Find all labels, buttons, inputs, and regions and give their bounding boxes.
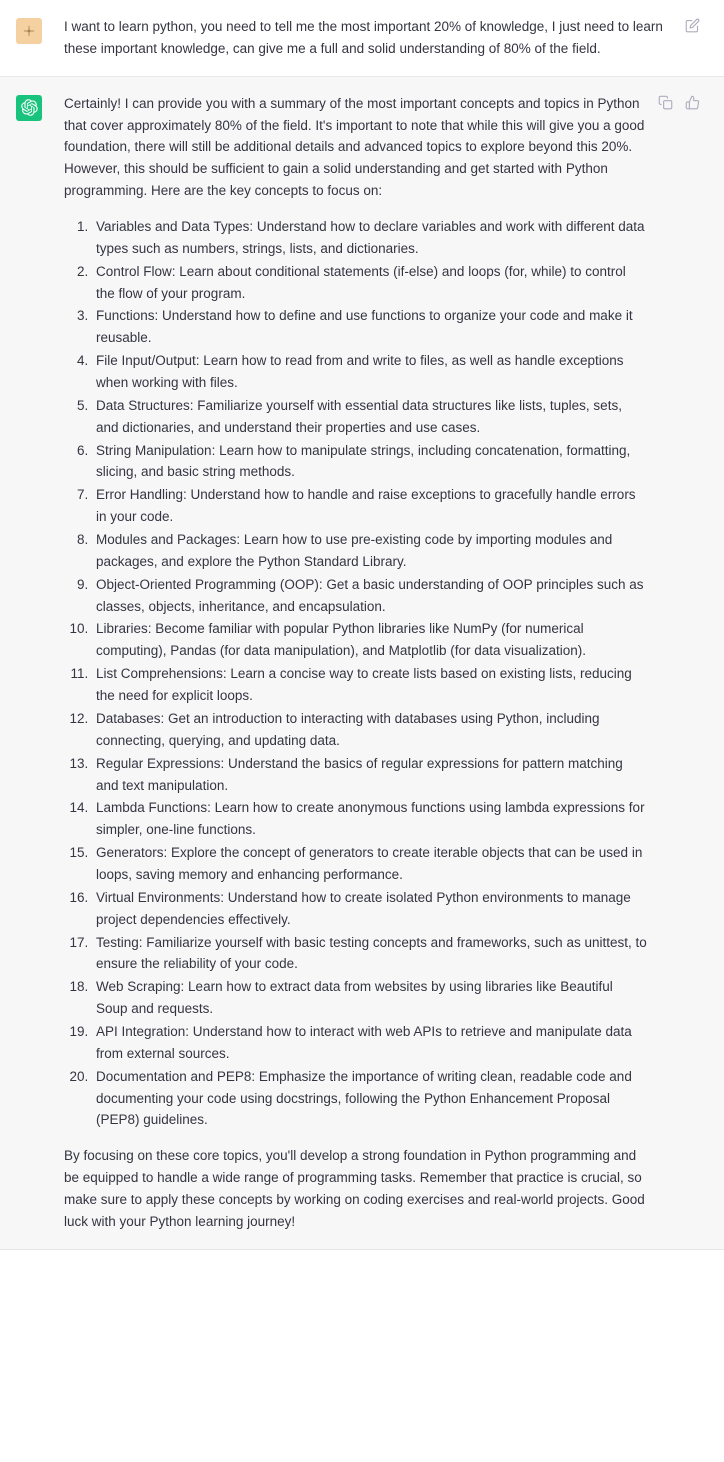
list-item: 9. Object-Oriented Programming (OOP): Get a basic understanding of OOP principles such as classes, objects, inheritance, and encapsulation. bbox=[92, 574, 648, 618]
list-item: 11. List Comprehensions: Learn a concise way to create lists based on existing lists, reducing the need for explicit loops. bbox=[92, 663, 648, 707]
list-item: 19. API Integration: Understand how to interact with web APIs to retrieve and manipulate data from external sources. bbox=[92, 1021, 648, 1065]
list-item: 6. String Manipulation: Learn how to manipulate strings, including concatenation, formatting, slicing, and basic string methods. bbox=[92, 440, 648, 484]
assistant-outro-paragraph: By focusing on these core topics, you'll develop a strong foundation in Python programming and be equipped to handle a wide range of programming tasks. Remember that practice is crucial, so make sure to apply these concepts by working on coding exercises and real-world projects. Good luck with your Python learning journey! bbox=[64, 1148, 645, 1229]
list-item: 13. Regular Expressions: Understand the basics of regular expressions for pattern matching and text manipulation. bbox=[92, 753, 648, 797]
assistant-message-body bbox=[64, 93, 648, 1233]
user-message-actions bbox=[685, 18, 700, 60]
user-message-text: I want to learn python, you need to tell me the most important 20% of knowledge, I just need to learn these important knowledge, can give me a full and solid understanding of 80% of the field. bbox=[64, 19, 663, 56]
list-item: 20. Documentation and PEP8: Emphasize the importance of writing clean, readable code and documenting your code using docstrings, following the Python Enhancement Proposal (PEP8) guidelines. bbox=[92, 1066, 648, 1132]
user-avatar bbox=[16, 18, 42, 44]
list-item: 3. Functions: Understand how to define and use functions to organize your code and make it reusable. bbox=[92, 305, 648, 349]
assistant-avatar bbox=[16, 95, 42, 121]
thread-bottom-spacer bbox=[0, 1250, 724, 1280]
list-item: 12. Databases: Get an introduction to interacting with databases using Python, including connecting, querying, and updating data. bbox=[92, 708, 648, 752]
user-message-turn bbox=[0, 0, 724, 77]
list-item: 17. Testing: Familiarize yourself with basic testing concepts and frameworks, such as unittest, to ensure the reliability of your code. bbox=[92, 932, 648, 976]
copy-icon[interactable] bbox=[658, 95, 673, 110]
list-item: 5. Data Structures: Familiarize yourself with essential data structures like lists, tuples, sets, and dictionaries, and understand their properties and use cases. bbox=[92, 395, 648, 439]
list-item: 8. Modules and Packages: Learn how to use pre-existing code by importing modules and packages, and explore the Python Standard Library. bbox=[92, 529, 648, 573]
list-item: 2. Control Flow: Learn about conditional statements (if-else) and loops (for, while) to control the flow of your program. bbox=[92, 261, 648, 305]
assistant-message-turn bbox=[0, 77, 724, 1250]
list-item: 16. Virtual Environments: Understand how to create isolated Python environments to manage project dependencies effectively. bbox=[92, 887, 648, 931]
assistant-message-actions bbox=[658, 95, 700, 1233]
list-item: 4. File Input/Output: Learn how to read from and write to files, as well as handle exceptions when working with files. bbox=[92, 350, 648, 394]
openai-logo-icon bbox=[21, 99, 38, 116]
list-item: 14. Lambda Functions: Learn how to create anonymous functions using lambda expressions for simpler, one-line functions. bbox=[92, 797, 648, 841]
list-item: 7. Error Handling: Understand how to handle and raise exceptions to gracefully handle errors in your code. bbox=[92, 484, 648, 528]
assistant-intro-paragraph: Certainly! I can provide you with a summary of the most important concepts and topics in Python that cover approximately 80% of the field. It's important to note that while this will give you a good foundation, there will still be additional details and advanced topics to explore beyond this 20%. However, this should be sufficient to gain a solid understanding and get started with Python programming. Here are the key concepts to focus on: bbox=[64, 95, 645, 199]
edit-icon[interactable] bbox=[685, 18, 700, 33]
user-message-body bbox=[64, 16, 675, 60]
list-item: 15. Generators: Explore the concept of generators to create iterable objects that can be used in loops, saving memory and enhancing performance. bbox=[92, 842, 648, 886]
list-item: 10. Libraries: Become familiar with popular Python libraries like NumPy (for numerical computing), Pandas (for data manipulation), and Matplotlib (for data visualization). bbox=[92, 618, 648, 662]
list-item: 18. Web Scraping: Learn how to extract data from websites by using libraries like Beautiful Soup and requests. bbox=[92, 976, 648, 1020]
list-item: 1. Variables and Data Types: Understand how to declare variables and work with different data types such as numbers, strings, lists, and dictionaries. bbox=[92, 216, 648, 260]
sparkle-icon bbox=[22, 24, 36, 38]
thumbs-up-icon[interactable] bbox=[685, 95, 700, 110]
python-concepts-list bbox=[64, 216, 648, 1131]
